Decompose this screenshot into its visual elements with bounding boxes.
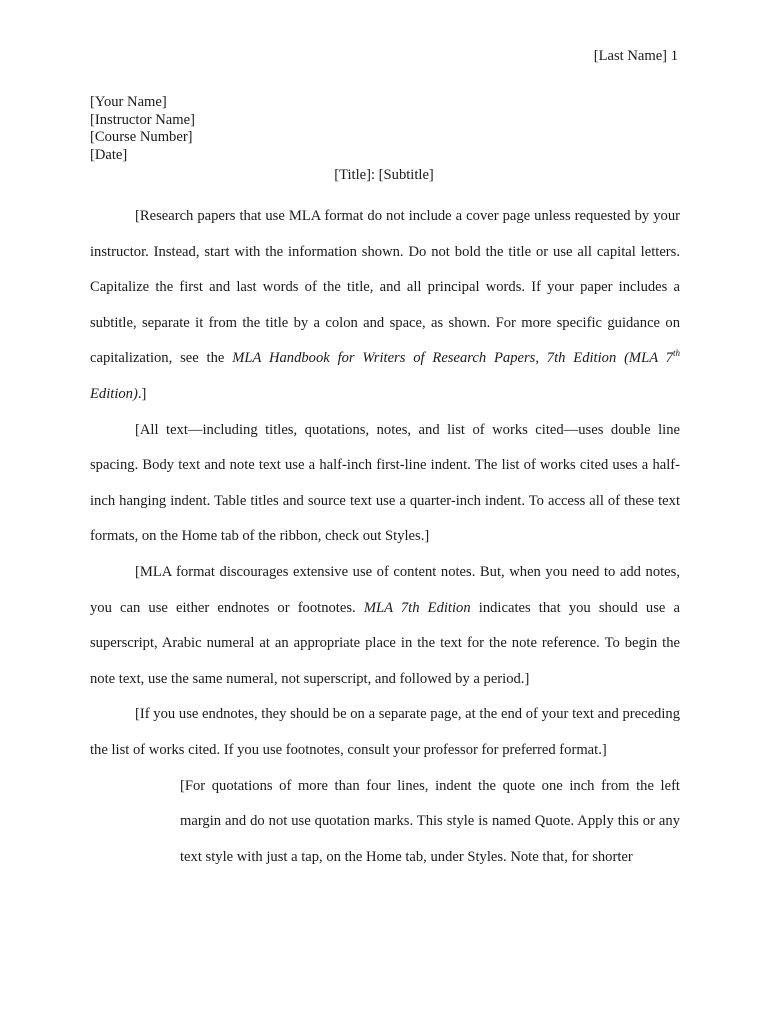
body-text [90,199,680,875]
course-number: [Course Number] [90,129,193,145]
instructor-name: [Instructor Name] [90,111,195,128]
running-head: [Last Name] 1 [593,48,678,64]
date: [Date] [90,146,128,163]
block-quote: [For quotations of more than four lines, indent the quote one inch from the left margin and do not use quotation marks. This style is named Quote. Apply this or any text style with just a tap, on the Home tab, under Styles. Note that, for shorter [180,777,680,865]
author-name: [Your Name] [90,94,167,110]
paper-title: [Title]: [Subtitle] [334,167,434,183]
paragraph-2: [All text—including titles, quotations, notes, and list of works cited—uses double line spacing. Body text and note text use a half-inch first-line indent. The list of works cited uses a half-inch hanging indent. Table titles and source text use a quarter-inch indent. To access all of these text formats, on the Home tab of the ribbon, check out Styles.] [90,421,680,545]
heading-block [90,94,195,164]
handbook-citation: MLA Handbook for Writers of Research Papers, 7th Edition (MLA 7th Edition) [90,348,680,402]
paragraph-3: [MLA format discourages extensive use of content notes. But, when you need to add notes, you can use either endnotes or footnotes. MLA 7th Edition indicates that you should use a superscript, Arabic numeral at an appropriate place in the text for the note reference. To begin the note text, use the same numeral, not superscript, and followed by a period.] [90,563,680,687]
paragraph-4: [If you use endnotes, they should be on a separate page, at the end of your text and preceding the list of works cited. If you use footnotes, consult your professor for preferred format.] [90,706,680,758]
paragraph-1: [Research papers that use MLA format do not include a cover page unless requested by your instructor. Instead, start with the information shown. Do not bold the title or use all capital letters. Capitalize the first and last words of the title, and all principal words. If your paper includes a subtitle, separate it from the title by a colon and space, as shown. For more specific guidance on capitalization, see the MLA Handbook for Writers of Research Papers, 7th Edition (MLA 7th Edition).] [90,208,680,402]
